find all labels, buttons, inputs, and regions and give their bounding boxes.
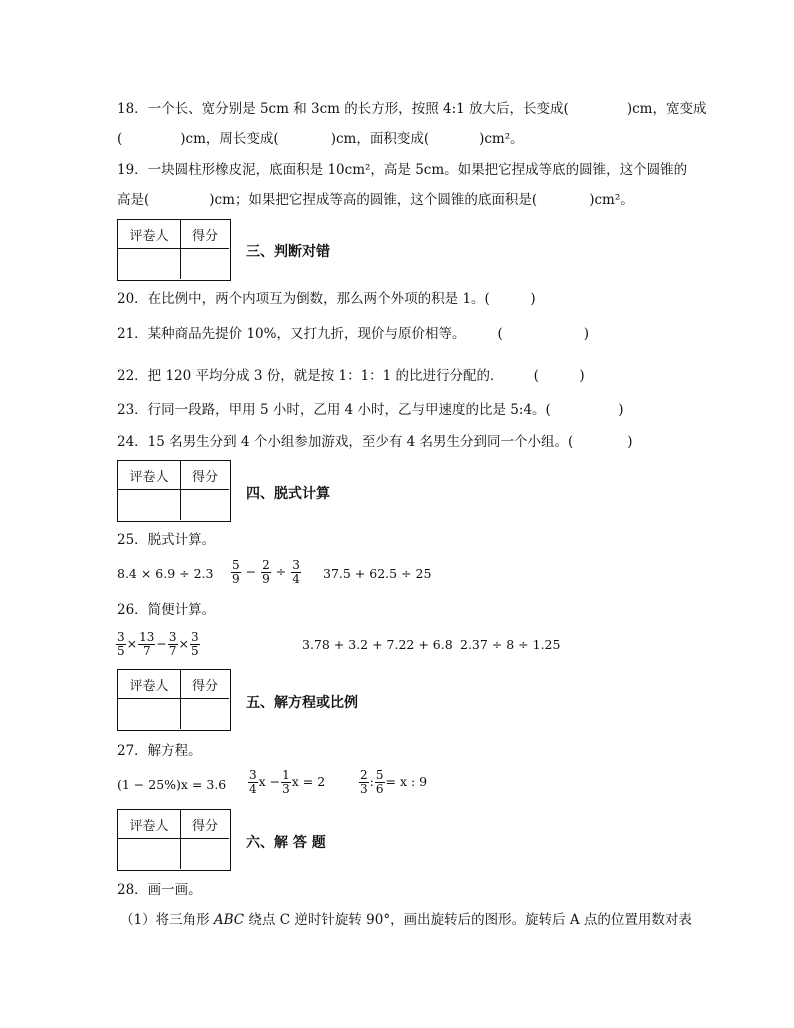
question-19-line2: [117, 190, 634, 210]
fraction: $\frac{3}{4}$: [292, 558, 300, 586]
score-label: 得分: [181, 220, 229, 249]
equation: (1 − 25%)x = 3.6: [117, 777, 227, 792]
score-box: [117, 460, 231, 522]
reviewer-cell[interactable]: [118, 249, 181, 279]
q19-text: )cm²。: [589, 192, 634, 208]
q18-text: )cm，周长变成(: [180, 131, 279, 147]
fraction: $\frac{13}{7}$: [139, 630, 155, 658]
equation: [358, 769, 427, 796]
operator: ÷: [275, 564, 287, 579]
expression: 8.4 × 6.9 ÷ 2.3: [117, 566, 214, 581]
answer-blank[interactable]: ( ): [497, 326, 590, 342]
fraction: $\frac{2}{9}$: [262, 558, 270, 586]
question-23: 23．行同一段路，甲用 5 小时，乙用 4 小时，乙与甲速度的比是 5:4。( ): [117, 402, 624, 418]
triangle-label: ABC: [213, 912, 245, 928]
q18-text: )cm²。: [479, 131, 524, 147]
question-26-title: 26．简便计算。: [117, 602, 216, 618]
equation-part: = x : 9: [385, 774, 428, 789]
question-27-title: 27．解方程。: [117, 743, 202, 759]
equation-part: x −: [258, 774, 281, 789]
fraction: $\frac{5}{6}$: [375, 768, 384, 796]
q18-text: (: [117, 131, 123, 147]
reviewer-cell[interactable]: [118, 490, 181, 520]
score-box: [117, 669, 231, 731]
q18-text: )cm，宽变成: [626, 101, 707, 117]
score-label: 得分: [181, 461, 229, 490]
fraction: $\frac{3}{4}$: [249, 768, 257, 796]
section-heading: 四、脱式计算: [246, 486, 330, 502]
q28-text: 绕点 C 逆时针旋转 90°，画出旋转后的图形。旋转后 A 点的位置用数对表: [244, 912, 692, 928]
expression: 37.5 + 62.5 ÷ 25: [323, 566, 432, 581]
fraction: $\frac{3}{7}$: [168, 630, 177, 658]
question-24: 24．15 名男生分到 4 个小组参加游戏，至少有 4 名男生分到同一个小组。( ): [117, 434, 633, 450]
reviewer-cell[interactable]: [118, 699, 181, 729]
q18-text: )cm，面积变成(: [330, 131, 430, 147]
expression: [230, 559, 302, 586]
fraction: $\frac{2}{3}$: [360, 768, 368, 796]
operator: ×: [126, 636, 138, 651]
reviewer-label: 评卷人: [118, 220, 181, 249]
reviewer-cell[interactable]: [118, 839, 181, 869]
equation-part: x = 2: [291, 774, 326, 789]
question-22: [117, 366, 585, 386]
fraction: $\frac{5}{9}$: [232, 558, 240, 586]
reviewer-label: 评卷人: [118, 670, 181, 699]
question-28-title: 28．画一画。: [117, 882, 202, 898]
q28-text: （1）将三角形: [120, 912, 214, 928]
question-21: [117, 324, 589, 344]
score-label: 得分: [181, 810, 229, 839]
section-heading: 六、解 答 题: [246, 835, 326, 851]
operator: ×: [178, 636, 190, 651]
q19-text: 19．一块圆柱形橡皮泥，底面积是 10cm²，高是 5cm。如果把它捏成等底的圆锥，这个圆锥的: [117, 162, 688, 178]
q18-text: 18．一个长、宽分别是 5cm 和 3cm 的长方形，按照 4:1 放大后，长变成(: [117, 101, 569, 117]
reviewer-label: 评卷人: [118, 810, 181, 839]
score-box: [117, 809, 231, 871]
score-label: 得分: [181, 670, 229, 699]
question-28-part1: [120, 910, 692, 930]
answer-blank[interactable]: ( ): [533, 368, 585, 384]
question-18-line1: [117, 99, 706, 119]
q21-text: 21．某种商品先提价 10%，又打九折，现价与原价相等。: [117, 326, 466, 342]
question-18-line2: [117, 129, 524, 149]
question-25-title: 25．脱式计算。: [117, 532, 216, 548]
expression: 3.78 + 3.2 + 7.22 + 6.8: [302, 637, 453, 652]
fraction: $\frac{1}{3}$: [282, 768, 290, 796]
operator: −: [245, 564, 257, 579]
expression: [115, 631, 201, 658]
q22-text: 22．把 120 平均分成 3 份，就是按 1：1：1 的比进行分配的．: [117, 368, 504, 384]
reviewer-label: 评卷人: [118, 461, 181, 490]
fraction: $\frac{3}{5}$: [117, 630, 125, 658]
q19-text: 高是(: [117, 192, 150, 208]
q19-text: )cm；如果把它捏成等高的圆锥，这个圆锥的底面积是(: [209, 192, 538, 208]
score-box: [117, 219, 231, 281]
question-19-line1: [117, 160, 687, 180]
equation-part: :: [369, 774, 374, 789]
question-20: 20．在比例中，两个内项互为倒数，那么两个外项的积是 1。( ): [117, 291, 536, 307]
expression: 2.37 ÷ 8 ÷ 1.25: [460, 637, 561, 652]
fraction: $\frac{3}{5}$: [191, 630, 199, 658]
section-heading: 五、解方程或比例: [246, 695, 358, 711]
operator: −: [156, 636, 167, 651]
equation: [247, 769, 325, 796]
section-heading: 三、判断对错: [246, 244, 330, 260]
